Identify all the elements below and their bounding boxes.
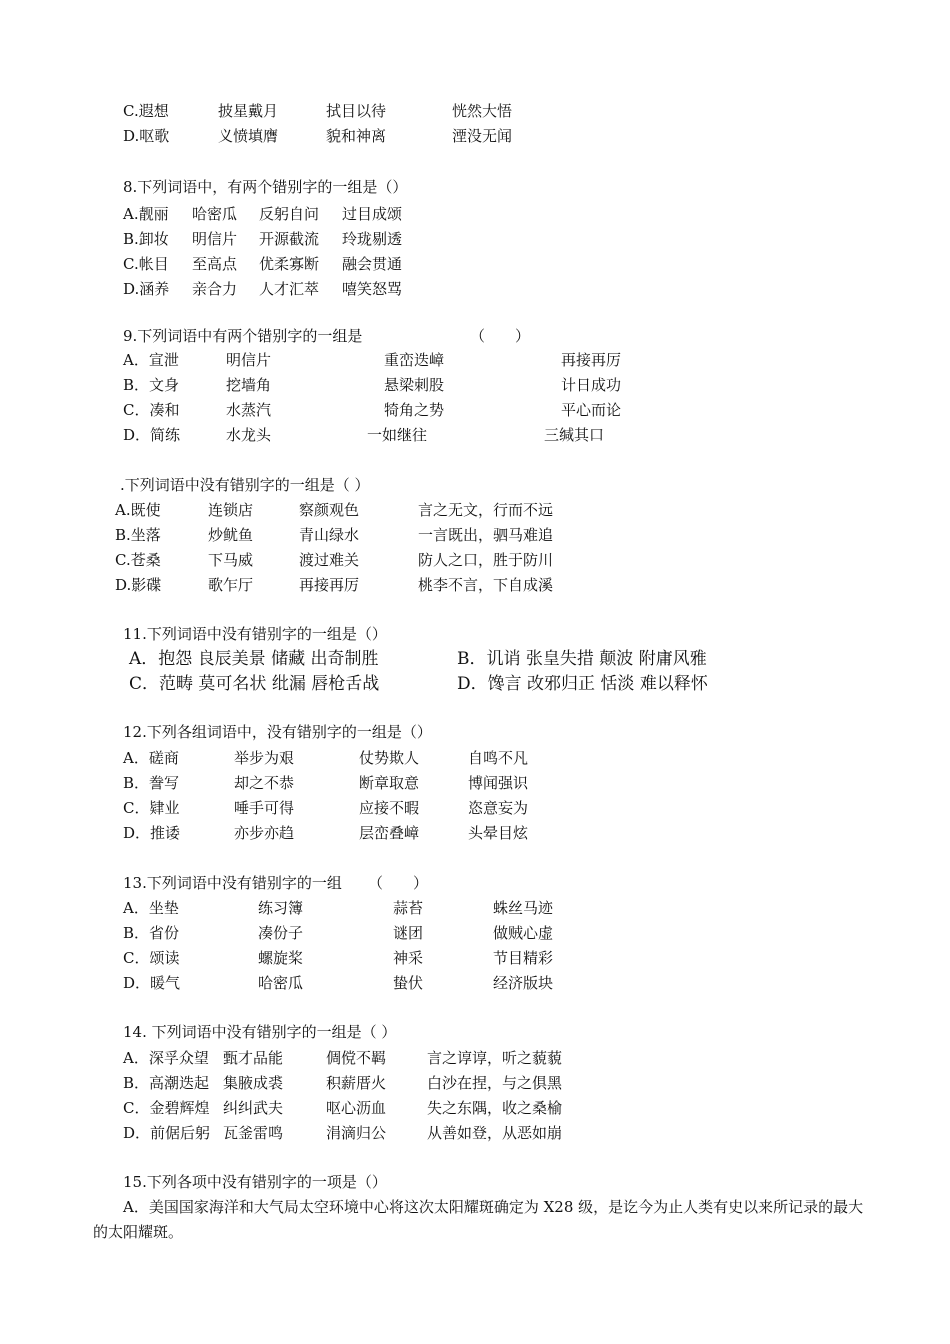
question-stem: 11.下列词语中没有错别字的一组是（）	[123, 625, 387, 643]
option-word: 平心而论	[561, 401, 622, 419]
option-word: 举步为艰	[234, 749, 295, 767]
option-label: A．磋商	[123, 749, 179, 767]
option-label: B．省份	[123, 924, 180, 942]
option-word: 连锁店	[208, 501, 254, 519]
option-label: B．文身	[123, 376, 180, 394]
option-word: 唾手可得	[234, 799, 295, 817]
option-word: 水蒸汽	[226, 401, 272, 419]
option-word: 言之谆谆，听之藐藐	[427, 1049, 563, 1067]
option-word: 博闻强识	[468, 774, 529, 792]
option-word: 貌和神离	[326, 127, 387, 145]
option-label: A．深孚众望	[123, 1049, 209, 1067]
option-word: 亲合力	[192, 280, 238, 298]
option-word: 蛰伏	[393, 974, 424, 992]
option-group: C．范畴 莫可名状 纰漏 唇枪舌战	[129, 674, 380, 694]
option-word: 察颜观色	[299, 501, 360, 519]
option-word: 纠纠武夫	[223, 1099, 284, 1117]
option-word: 呕心沥血	[326, 1099, 387, 1117]
option-word: 凑份子	[258, 924, 304, 942]
option-label: C．颂读	[123, 949, 180, 967]
option-word: 头晕目炫	[468, 824, 529, 842]
option-word: 至高点	[192, 255, 238, 273]
option-word: 神采	[393, 949, 424, 967]
option-word: 恍然大悟	[452, 102, 513, 120]
option-word: 悬梁刺股	[384, 376, 445, 394]
option-word: 三缄其口	[544, 426, 605, 444]
option-label: C.帐目	[123, 255, 169, 273]
option-label: A．宣泄	[123, 351, 179, 369]
option-word: 义愤填膺	[218, 127, 279, 145]
option-word: 桃李不言，下自成溪	[418, 576, 554, 594]
question-stem: 14. 下列词语中没有错别字的一组是（ ）	[123, 1023, 397, 1041]
option-label: A.靓丽	[123, 205, 169, 223]
option-paragraph: A．美国国家海洋和大气局太空环境中心将这次太阳耀斑确定为 X28 级，是讫今为止人类有史以来所记录的最大的太阳耀斑。	[93, 1198, 864, 1241]
option-word: 甄才品能	[223, 1049, 284, 1067]
option-word: 嘻笑怒骂	[342, 280, 403, 298]
option-word: 白沙在捏，与之俱黑	[427, 1074, 563, 1092]
option-word: 玲珑剔透	[342, 230, 403, 248]
option-word: 应接不暇	[359, 799, 420, 817]
option-word: 失之东隅，收之桑榆	[427, 1099, 563, 1117]
option-word: 蛛丝马迹	[493, 899, 554, 917]
option-word: 融会贯通	[342, 255, 403, 273]
option-label: C.苍桑	[115, 551, 161, 569]
option-label: C.遐想	[123, 102, 169, 120]
option-word: 仗势欺人	[359, 749, 420, 767]
option-word: 一言既出，驷马难追	[418, 526, 554, 544]
option-word: 亦步亦趋	[234, 824, 295, 842]
option-word: 一如继往	[367, 426, 428, 444]
option-word: 挖墙角	[226, 376, 272, 394]
option-word: 谜团	[393, 924, 424, 942]
option-word: 经济版块	[493, 974, 554, 992]
option-word: 再接再厉	[299, 576, 360, 594]
option-word: 言之无文，行而不远	[418, 501, 554, 519]
option-word: 断章取意	[359, 774, 420, 792]
option-label: B.坐落	[115, 526, 161, 544]
option-word: 歌乍厅	[208, 576, 254, 594]
option-word: 拭目以待	[326, 102, 387, 120]
option-word: 优柔寡断	[259, 255, 320, 273]
option-word: 自鸣不凡	[468, 749, 529, 767]
answer-paren: （ ）	[470, 327, 531, 345]
question-stem: 8.下列词语中，有两个错别字的一组是（）	[123, 178, 408, 196]
option-label: C．金碧辉煌	[123, 1099, 210, 1117]
option-word: 做贼心虚	[493, 924, 554, 942]
option-word: 哈密瓜	[192, 205, 238, 223]
option-label: D．推诿	[123, 824, 181, 842]
option-word: 螺旋桨	[258, 949, 304, 967]
option-word: 防人之口，胜于防川	[418, 551, 554, 569]
question-stem: 13.下列词语中没有错别字的一组	[123, 874, 342, 892]
option-group: A．抱怨 良辰美景 储藏 出奇制胜	[129, 649, 379, 669]
option-word: 倜傥不羁	[326, 1049, 387, 1067]
option-word: 人才汇萃	[259, 280, 320, 298]
option-word: 计日成功	[561, 376, 622, 394]
option-word: 披星戴月	[218, 102, 279, 120]
question-stem: 15.下列各项中没有错别字的一项是（）	[123, 1173, 387, 1191]
option-label: C．肄业	[123, 799, 180, 817]
option-label: D．前倨后躬	[123, 1124, 211, 1142]
option-label: B．高潮迭起	[123, 1074, 210, 1092]
question-stem: 9.下列词语中有两个错别字的一组是	[123, 327, 363, 345]
option-label: A．坐垫	[123, 899, 179, 917]
option-word: 积薪厝火	[326, 1074, 387, 1092]
option-group: D．馋言 改邪归正 恬淡 难以释怀	[457, 674, 708, 694]
option-label: D．简练	[123, 426, 181, 444]
question-stem: 12.下列各组词语中，没有错别字的一组是（）	[123, 723, 432, 741]
question-stem: .下列词语中没有错别字的一组是（ ）	[120, 476, 370, 494]
option-word: 青山绿水	[299, 526, 360, 544]
option-word: 炒鱿鱼	[208, 526, 254, 544]
option-label: C．凑和	[123, 401, 180, 419]
option-word: 明信片	[226, 351, 272, 369]
option-word: 集腋成裘	[223, 1074, 284, 1092]
option-word: 反躬自问	[259, 205, 320, 223]
option-label: D.涵养	[123, 280, 170, 298]
option-word: 练习簿	[258, 899, 304, 917]
option-word: 渡过难关	[299, 551, 360, 569]
option-word: 瓦釜雷鸣	[223, 1124, 284, 1142]
option-label: D.呕歌	[123, 127, 170, 145]
option-word: 节目精彩	[493, 949, 554, 967]
option-label: B.卸妆	[123, 230, 169, 248]
option-word: 恣意妄为	[468, 799, 529, 817]
option-word: 再接再厉	[561, 351, 622, 369]
option-word: 水龙头	[226, 426, 272, 444]
option-word: 湮没无闻	[452, 127, 513, 145]
option-word: 开源截流	[259, 230, 320, 248]
option-word: 却之不恭	[234, 774, 295, 792]
option-word: 犄角之势	[384, 401, 445, 419]
option-word: 层峦叠嶂	[359, 824, 420, 842]
option-label: B．誊写	[123, 774, 180, 792]
answer-paren: （ ）	[368, 874, 429, 892]
option-label: D.影碟	[115, 576, 162, 594]
option-word: 蒜苔	[393, 899, 424, 917]
option-word: 下马威	[208, 551, 254, 569]
option-label: A.既使	[115, 501, 161, 519]
option-word: 从善如登，从恶如崩	[427, 1124, 563, 1142]
option-word: 过目成颂	[342, 205, 403, 223]
option-word: 明信片	[192, 230, 238, 248]
option-word: 重峦迭嶂	[384, 351, 445, 369]
option-group: B．讥诮 张皇失措 颠波 附庸风雅	[457, 649, 707, 669]
option-label: D．暖气	[123, 974, 181, 992]
option-word: 哈密瓜	[258, 974, 304, 992]
option-word: 涓滴归公	[326, 1124, 387, 1142]
